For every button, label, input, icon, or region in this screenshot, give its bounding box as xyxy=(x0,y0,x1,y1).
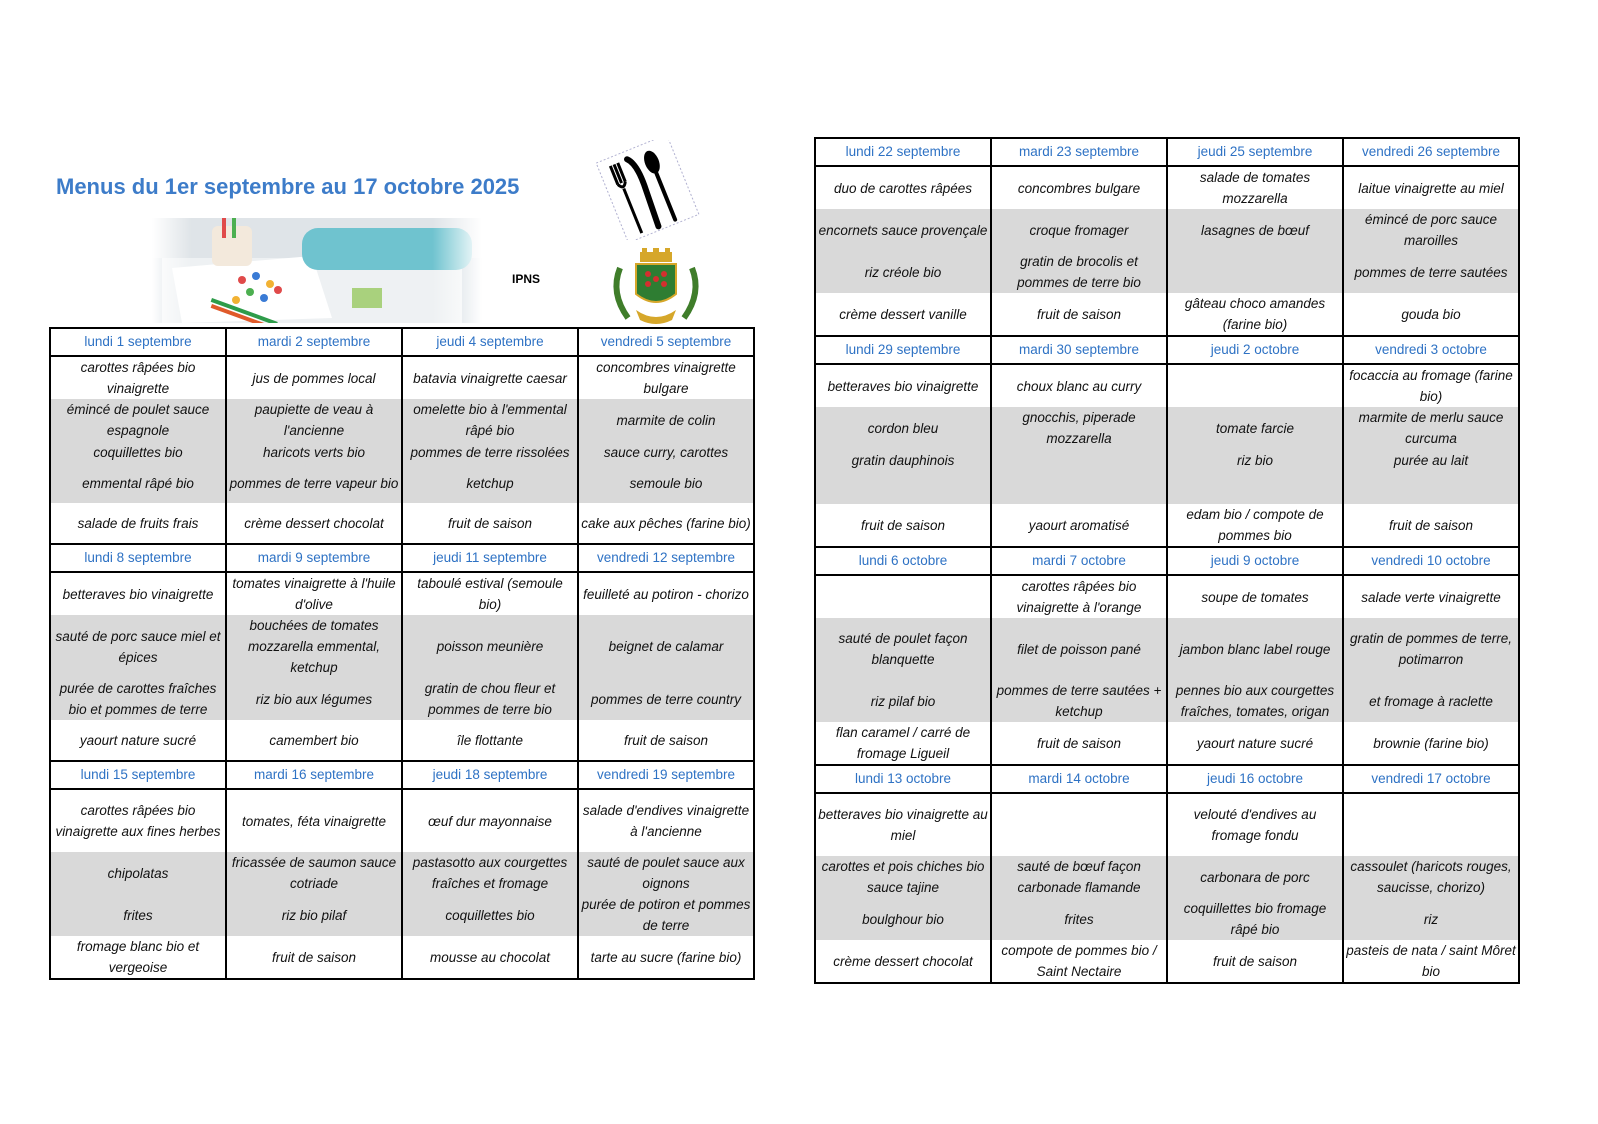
menu-cell: crème dessert chocolat xyxy=(226,503,402,544)
menu-cell: semoule bio xyxy=(578,463,754,503)
day-header: vendredi 19 septembre xyxy=(578,761,754,789)
day-header: lundi 13 octobre xyxy=(815,765,991,793)
menu-cell xyxy=(815,471,991,504)
day-header: jeudi 9 octobre xyxy=(1167,547,1343,575)
menu-row xyxy=(50,789,754,852)
left-menu-table xyxy=(49,327,755,980)
menu-cell: carottes râpées bio vinaigrette xyxy=(50,356,226,399)
menu-row xyxy=(815,364,1519,407)
menu-row xyxy=(815,722,1519,765)
menu-cell: beignet de calamar xyxy=(578,615,754,678)
menu-cell: crème dessert vanille xyxy=(815,293,991,336)
menu-cell xyxy=(991,793,1167,856)
menu-cell: brownie (farine bio) xyxy=(1343,722,1519,765)
menu-cell: cake aux pêches (farine bio) xyxy=(578,503,754,544)
menu-row xyxy=(815,940,1519,983)
menu-cell: émincé de poulet sauce espagnole xyxy=(50,399,226,441)
menu-cell: filet de poisson pané xyxy=(991,618,1167,680)
menu-cell xyxy=(1343,471,1519,504)
menu-cell: gratin de chou fleur et pommes de terre bio xyxy=(402,678,578,720)
menu-cell: gâteau choco amandes (farine bio) xyxy=(1167,293,1343,336)
menu-cell: jus de pommes local xyxy=(226,356,402,399)
menu-cell: pennes bio aux courgettes fraîches, tomates, origan xyxy=(1167,680,1343,722)
week-header-row xyxy=(815,765,1519,793)
menu-row xyxy=(50,572,754,615)
menu-cell: laitue vinaigrette au miel xyxy=(1343,166,1519,209)
menu-cell: sauté de bœuf façon carbonade flamande xyxy=(991,856,1167,898)
menu-cell: tomate farcie xyxy=(1167,407,1343,449)
menu-cell: emmental râpé bio xyxy=(50,463,226,503)
day-header: mardi 23 septembre xyxy=(991,138,1167,166)
menu-row xyxy=(815,293,1519,336)
right-menu-table xyxy=(814,137,1520,984)
menu-cell: salade d'endives vinaigrette à l'ancienne xyxy=(578,789,754,852)
menu-row xyxy=(815,575,1519,618)
week-header-row xyxy=(50,328,754,356)
menu-cell: focaccia au fromage (farine bio) xyxy=(1343,364,1519,407)
menu-cell: yaourt nature sucré xyxy=(50,720,226,761)
menu-cell: croque fromager xyxy=(991,209,1167,251)
day-header: mardi 14 octobre xyxy=(991,765,1167,793)
menu-cell xyxy=(1343,793,1519,856)
day-header: vendredi 17 octobre xyxy=(1343,765,1519,793)
menu-row xyxy=(50,936,754,979)
menu-cell: gratin de pommes de terre, potimarron xyxy=(1343,618,1519,680)
menu-cell: riz xyxy=(1343,898,1519,940)
menu-cell: cassoulet (haricots rouges, saucisse, chorizo) xyxy=(1343,856,1519,898)
menu-cell: pastasotto aux courgettes fraîches et fromage xyxy=(402,852,578,894)
menu-cell: salade de fruits frais xyxy=(50,503,226,544)
menu-cell: haricots verts bio xyxy=(226,441,402,463)
menu-cell: marmite de colin xyxy=(578,399,754,441)
menu-cell: riz créole bio xyxy=(815,251,991,293)
menu-cell: cordon bleu xyxy=(815,407,991,449)
menu-cell: pommes de terre sautées xyxy=(1343,251,1519,293)
menu-cell: purée de potiron et pommes de terre xyxy=(578,894,754,936)
day-header: jeudi 4 septembre xyxy=(402,328,578,356)
menu-cell: betteraves bio vinaigrette xyxy=(815,364,991,407)
menu-cell: jambon blanc label rouge xyxy=(1167,618,1343,680)
menu-cell: sauté de poulet façon blanquette xyxy=(815,618,991,680)
menu-cell: taboulé estival (semoule bio) xyxy=(402,572,578,615)
menu-cell: riz bio xyxy=(1167,449,1343,471)
menu-cell: pommes de terre sautées + ketchup xyxy=(991,680,1167,722)
day-header: mardi 7 octobre xyxy=(991,547,1167,575)
menu-row xyxy=(50,356,754,399)
menu-row xyxy=(50,399,754,441)
ipns-label: IPNS xyxy=(512,272,541,286)
day-header: mardi 9 septembre xyxy=(226,544,402,572)
week-header-row xyxy=(50,761,754,789)
menu-row xyxy=(50,503,754,544)
day-header: jeudi 11 septembre xyxy=(402,544,578,572)
menu-cell: fruit de saison xyxy=(226,936,402,979)
page-title: Menus du 1er septembre au 17 octobre 2025 xyxy=(56,174,520,199)
week-header-row xyxy=(815,336,1519,364)
menu-row xyxy=(815,449,1519,471)
menu-cell: duo de carottes râpées xyxy=(815,166,991,209)
menu-cell: riz bio pilaf xyxy=(226,894,402,936)
school-supplies-photo xyxy=(152,218,482,323)
menu-row xyxy=(815,680,1519,722)
menu-cell: concombres bulgare xyxy=(991,166,1167,209)
menu-cell: yaourt nature sucré xyxy=(1167,722,1343,765)
town-crest-icon xyxy=(606,248,706,330)
menu-row xyxy=(815,793,1519,856)
menu-cell: riz pilaf bio xyxy=(815,680,991,722)
menu-cell: boulghour bio xyxy=(815,898,991,940)
cutlery-icon xyxy=(592,140,702,240)
menu-cell: choux blanc au curry xyxy=(991,364,1167,407)
menu-cell: tomates, féta vinaigrette xyxy=(226,789,402,852)
menu-row xyxy=(50,678,754,720)
menu-cell: coquillettes bio fromage râpé bio xyxy=(1167,898,1343,940)
menu-cell: émincé de porc sauce maroilles xyxy=(1343,209,1519,251)
menu-cell: pasteis de nata / saint Môret bio xyxy=(1343,940,1519,983)
menu-row xyxy=(50,615,754,678)
menu-cell: gnocchis, piperade mozzarella xyxy=(991,407,1167,449)
menu-cell xyxy=(1167,364,1343,407)
day-header: jeudi 25 septembre xyxy=(1167,138,1343,166)
week-header-row xyxy=(815,547,1519,575)
menu-cell: soupe de tomates xyxy=(1167,575,1343,618)
menu-cell: ketchup xyxy=(402,463,578,503)
menu-cell: fruit de saison xyxy=(815,504,991,547)
menu-cell: fruit de saison xyxy=(578,720,754,761)
menu-cell: betteraves bio vinaigrette au miel xyxy=(815,793,991,856)
day-header: mardi 2 septembre xyxy=(226,328,402,356)
menu-cell: fricassée de saumon sauce cotriade xyxy=(226,852,402,894)
menu-row xyxy=(50,852,754,894)
menu-cell: marmite de merlu sauce curcuma xyxy=(1343,407,1519,449)
menu-cell: carottes râpées bio vinaigrette à l'orange xyxy=(991,575,1167,618)
menu-cell: gouda bio xyxy=(1343,293,1519,336)
menu-cell: fruit de saison xyxy=(1167,940,1343,983)
day-header: mardi 30 septembre xyxy=(991,336,1167,364)
menu-cell: sauce curry, carottes xyxy=(578,441,754,463)
menu-cell: fromage blanc bio et vergeoise xyxy=(50,936,226,979)
menu-cell: frites xyxy=(50,894,226,936)
menu-cell: poisson meunière xyxy=(402,615,578,678)
day-header: jeudi 2 octobre xyxy=(1167,336,1343,364)
menu-row xyxy=(815,166,1519,209)
menu-cell: camembert bio xyxy=(226,720,402,761)
menu-cell: île flottante xyxy=(402,720,578,761)
day-header: mardi 16 septembre xyxy=(226,761,402,789)
menu-cell: pommes de terre country xyxy=(578,678,754,720)
menu-cell: purée au lait xyxy=(1343,449,1519,471)
menu-cell: paupiette de veau à l'ancienne xyxy=(226,399,402,441)
menu-row xyxy=(50,441,754,463)
menu-row xyxy=(815,251,1519,293)
menu-cell: frites xyxy=(991,898,1167,940)
menu-cell: sauté de poulet sauce aux oignons xyxy=(578,852,754,894)
day-header: lundi 8 septembre xyxy=(50,544,226,572)
menu-cell: edam bio / compote de pommes bio xyxy=(1167,504,1343,547)
menu-cell: coquillettes bio xyxy=(50,441,226,463)
day-header: jeudi 18 septembre xyxy=(402,761,578,789)
day-header: vendredi 3 octobre xyxy=(1343,336,1519,364)
menu-cell: lasagnes de bœuf xyxy=(1167,209,1343,251)
menu-row xyxy=(815,471,1519,504)
menu-cell: yaourt aromatisé xyxy=(991,504,1167,547)
menu-cell: fruit de saison xyxy=(402,503,578,544)
menu-cell: carottes râpées bio vinaigrette aux fines herbes xyxy=(50,789,226,852)
menu-row xyxy=(50,894,754,936)
menu-cell: compote de pommes bio / Saint Nectaire xyxy=(991,940,1167,983)
menu-row xyxy=(815,898,1519,940)
menu-cell: salade verte vinaigrette xyxy=(1343,575,1519,618)
day-header: vendredi 12 septembre xyxy=(578,544,754,572)
menu-cell: fruit de saison xyxy=(1343,504,1519,547)
day-header: lundi 29 septembre xyxy=(815,336,991,364)
menu-cell xyxy=(815,575,991,618)
menu-row xyxy=(815,856,1519,898)
day-header: vendredi 10 octobre xyxy=(1343,547,1519,575)
menu-cell: carottes et pois chiches bio sauce tajine xyxy=(815,856,991,898)
day-header: vendredi 5 septembre xyxy=(578,328,754,356)
menu-row xyxy=(50,463,754,503)
menu-cell: omelette bio à l'emmental râpé bio xyxy=(402,399,578,441)
day-header: jeudi 16 octobre xyxy=(1167,765,1343,793)
menu-cell: gratin dauphinois xyxy=(815,449,991,471)
menu-cell: batavia vinaigrette caesar xyxy=(402,356,578,399)
menu-cell: crème dessert chocolat xyxy=(815,940,991,983)
photo-illustration xyxy=(152,218,482,323)
day-header: vendredi 26 septembre xyxy=(1343,138,1519,166)
menu-cell: mousse au chocolat xyxy=(402,936,578,979)
menu-cell xyxy=(1167,471,1343,504)
menu-cell: tarte au sucre (farine bio) xyxy=(578,936,754,979)
menu-cell: chipolatas xyxy=(50,852,226,894)
menu-cell: carbonara de porc xyxy=(1167,856,1343,898)
menu-cell: tomates vinaigrette à l'huile d'olive xyxy=(226,572,402,615)
menu-row xyxy=(815,209,1519,251)
menu-row xyxy=(815,407,1519,449)
menu-cell: betteraves bio vinaigrette xyxy=(50,572,226,615)
week-header-row xyxy=(50,544,754,572)
menu-cell: et fromage à raclette xyxy=(1343,680,1519,722)
menu-cell: pommes de terre vapeur bio xyxy=(226,463,402,503)
menu-cell: gratin de brocolis et pommes de terre bio xyxy=(991,251,1167,293)
menu-cell: pommes de terre rissolées xyxy=(402,441,578,463)
menu-cell: purée de carottes fraîches bio et pommes de terre xyxy=(50,678,226,720)
menu-cell: sauté de porc sauce miel et épices xyxy=(50,615,226,678)
menu-row xyxy=(815,504,1519,547)
menu-cell: salade de tomates mozzarella xyxy=(1167,166,1343,209)
menu-cell xyxy=(991,449,1167,471)
day-header: lundi 15 septembre xyxy=(50,761,226,789)
week-header-row xyxy=(815,138,1519,166)
menu-cell: feuilleté au potiron - chorizo xyxy=(578,572,754,615)
menu-cell: encornets sauce provençale xyxy=(815,209,991,251)
menu-cell: concombres vinaigrette bulgare xyxy=(578,356,754,399)
menu-cell: fruit de saison xyxy=(991,722,1167,765)
menu-cell xyxy=(991,471,1167,504)
menu-cell: velouté d'endives au fromage fondu xyxy=(1167,793,1343,856)
day-header: lundi 6 octobre xyxy=(815,547,991,575)
menu-cell xyxy=(1167,251,1343,293)
menu-row xyxy=(815,618,1519,680)
menu-cell: flan caramel / carré de fromage Ligueil xyxy=(815,722,991,765)
day-header: lundi 22 septembre xyxy=(815,138,991,166)
menu-row xyxy=(50,720,754,761)
day-header: lundi 1 septembre xyxy=(50,328,226,356)
menu-cell: œuf dur mayonnaise xyxy=(402,789,578,852)
menu-cell: bouchées de tomates mozzarella emmental, ketchup xyxy=(226,615,402,678)
menu-cell: fruit de saison xyxy=(991,293,1167,336)
menu-cell: riz bio aux légumes xyxy=(226,678,402,720)
menu-cell: coquillettes bio xyxy=(402,894,578,936)
